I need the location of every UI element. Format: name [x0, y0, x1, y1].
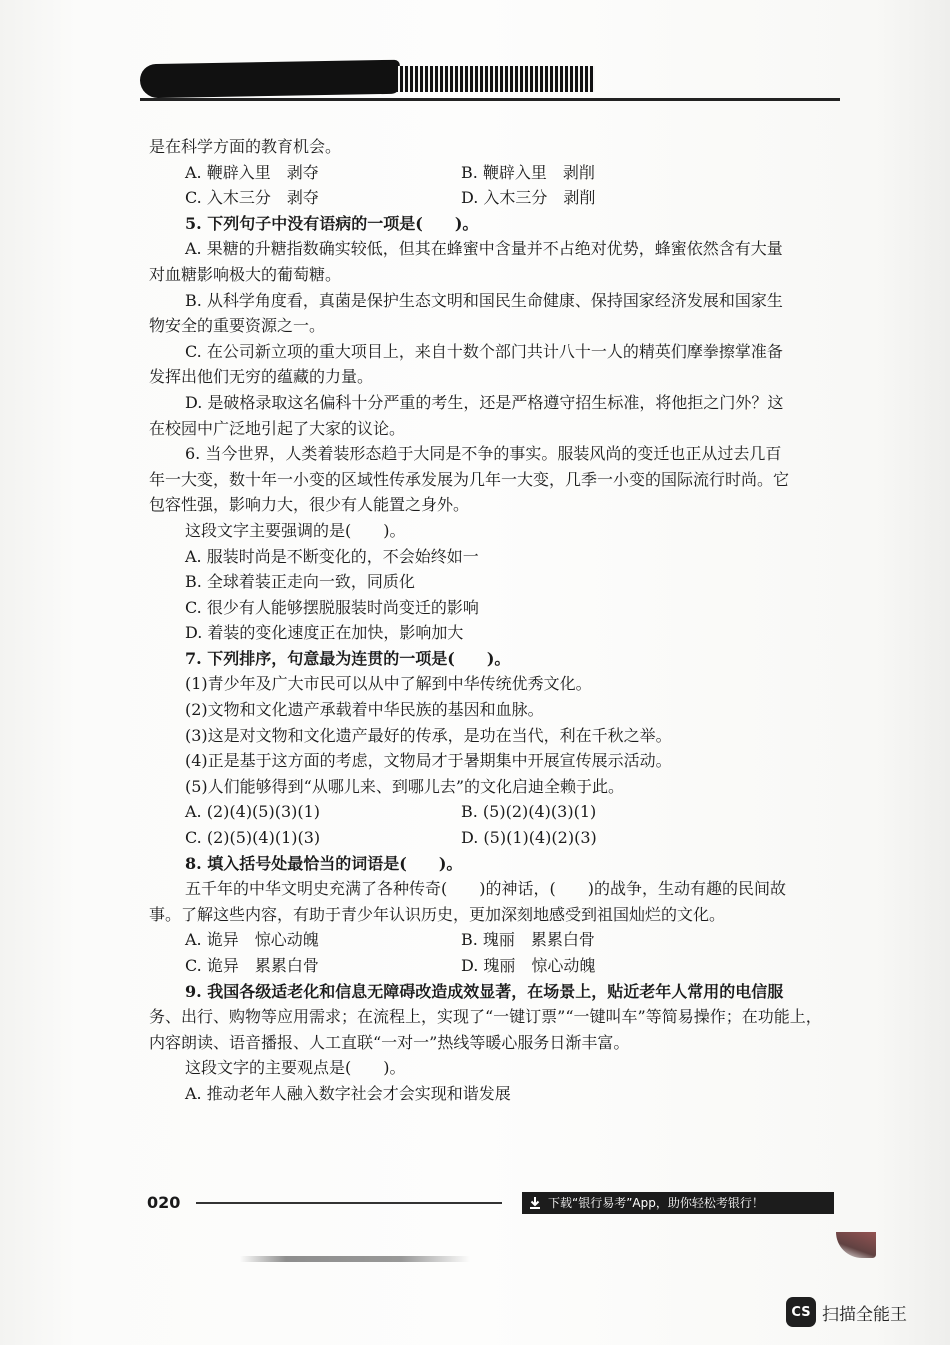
- text-line: 是在科学方面的教育机会。: [149, 137, 342, 156]
- q5-option-b-line2: 物安全的重要资源之一。: [149, 316, 326, 336]
- q7-sentence-4: (4)正是基于这方面的考虑，文物局才于暑期集中开展宣传展示活动。: [185, 751, 672, 771]
- question-6-line1: 6. 当今世界，人类着装形态趋于大同是不争的事实。服装风尚的变迁也正从过去几百: [185, 444, 782, 464]
- option-row: [149, 799, 839, 825]
- page-corner-shadow: [836, 1232, 876, 1258]
- option-row: [149, 927, 839, 953]
- q7-option-c: C. (2)(5)(4)(1)(3): [185, 828, 321, 848]
- question-9-line1: 9. 我国各级适老化和信息无障碍改造成效显著，在场景上，贴近老年人常用的电信服: [185, 981, 784, 1001]
- footer-rule: [196, 1202, 502, 1204]
- q6-option-c: C. 很少有人能够摆脱服装时尚变迁的影响: [185, 597, 479, 617]
- q7-sentence-1: (1)青少年及广大市民可以从中了解到中华传统优秀文化。: [185, 674, 592, 694]
- option-row: [149, 160, 839, 186]
- scan-smudge: [240, 1256, 470, 1262]
- q8-option-b: B. 瑰丽 累累白骨: [461, 930, 595, 950]
- q7-option-a: A. (2)(4)(5)(3)(1): [185, 802, 321, 822]
- q5-option-b-line1: B. 从科学角度看，真菌是保护生态文明和国民生命健康、保持国家经济发展和国家生: [185, 290, 783, 310]
- q6-option-a: A. 服装时尚是不断变化的，不会始终如一: [185, 546, 479, 566]
- header-rule: [140, 98, 840, 101]
- question-8-title: 8. 填入括号处最恰当的词语是( )。: [185, 853, 463, 873]
- q5-option-c-line2: 发挥出他们无穷的蕴藏的力量。: [149, 367, 374, 387]
- q5-option-d-line1: D. 是破格录取这名偏科十分严重的考生，还是严格遵守招生标准，将他拒之门外？这: [185, 392, 784, 412]
- option-row: [149, 953, 839, 979]
- watermark-text: 扫描全能王: [822, 1304, 907, 1325]
- q6-option-d: D. 着装的变化速度正在加快，影响加大: [185, 623, 464, 643]
- footer-banner-text: 下载“银行易考”App，助你轻松考银行！: [548, 1196, 764, 1210]
- q7-option-b: B. (5)(2)(4)(3)(1): [461, 802, 597, 822]
- header-barcode-pattern: [395, 66, 595, 92]
- option-row: [149, 825, 839, 851]
- option-b: B. 鞭辟入里 剥削: [461, 162, 595, 182]
- q6-option-b: B. 全球着装正走向一致，同质化: [185, 572, 415, 592]
- scanner-watermark: [786, 1297, 907, 1327]
- question-6-prompt: 这段文字主要强调的是( )。: [185, 520, 406, 540]
- page-number: 020: [147, 1193, 181, 1212]
- q7-sentence-2: (2)文物和文化遗产承载着中华民族的基因和血脉。: [185, 700, 544, 720]
- q5-option-c-line1: C. 在公司新立项的重大项目上，来自十数个部门共计八十一人的精英们摩拳擦掌准备: [185, 341, 783, 361]
- q8-option-d: D. 瑰丽 惊心动魄: [461, 956, 596, 975]
- q7-sentence-5: (5)人们能够得到“从哪儿来、到哪儿去”的文化启迪全赖于此。: [185, 776, 625, 796]
- option-d: D. 入木三分 剥削: [461, 188, 596, 208]
- question-9-prompt: 这段文字的主要观点是( )。: [185, 1058, 406, 1078]
- page-header: [140, 58, 840, 100]
- option-row: [149, 185, 839, 211]
- footer-banner: [522, 1192, 834, 1214]
- option-c: C. 入木三分 剥夺: [185, 188, 319, 208]
- question-6-line2: 年一大变，数十年一小变的区域性传承发展为几年一大变，几季一小变的国际流行时尚。它: [149, 469, 790, 489]
- q5-option-a-line2: 对血糖影响极大的葡萄糖。: [149, 264, 342, 284]
- q9-option-a: A. 推动老年人融入数字社会才会实现和谐发展: [185, 1083, 511, 1103]
- header-scribble: [140, 60, 401, 99]
- camscanner-logo-icon: CS: [786, 1297, 816, 1327]
- q8-option-c: C. 诡异 累累白骨: [185, 956, 319, 975]
- q5-option-a-line1: A. 果糖的升糖指数确实较低，但其在蜂蜜中含量并不占绝对优势，蜂蜜依然含有大量: [185, 239, 783, 259]
- q7-sentence-3: (3)这是对文物和文化遗产最好的传承，是功在当代，利在千秋之举。: [185, 725, 672, 745]
- question-5-title: 5. 下列句子中没有语病的一项是( )。: [185, 213, 479, 233]
- question-9-line3: 内容朗读、语音播报、人工直联“一对一”热线等暖心服务日渐丰富。: [149, 1032, 630, 1052]
- question-7-title: 7. 下列排序，句意最为连贯的一项是( )。: [185, 648, 511, 668]
- question-8-line1: 五千年的中华文明史充满了各种传奇( )的神话，( )的战争，生动有趣的民间故: [185, 879, 786, 899]
- q8-option-a: A. 诡异 惊心动魄: [185, 930, 319, 950]
- question-8-line2: 事。了解这些内容，有助于青少年认识历史，更加深刻地感受到祖国灿烂的文化。: [149, 904, 726, 924]
- q5-option-d-line2: 在校园中广泛地引起了大家的议论。: [149, 418, 406, 438]
- question-6-line3: 包容性强，影响力大，很少有人能置之身外。: [149, 495, 470, 515]
- q7-option-d: D. (5)(1)(4)(2)(3): [461, 828, 597, 848]
- question-9-line2: 务、出行、购物等应用需求；在流程上，实现了“一键订票”“一键叫车”等简易操作；在功能上，: [149, 1007, 822, 1027]
- option-a: A. 鞭辟入里 剥夺: [185, 162, 319, 182]
- download-icon: [528, 1196, 542, 1210]
- page-content: [149, 134, 839, 1107]
